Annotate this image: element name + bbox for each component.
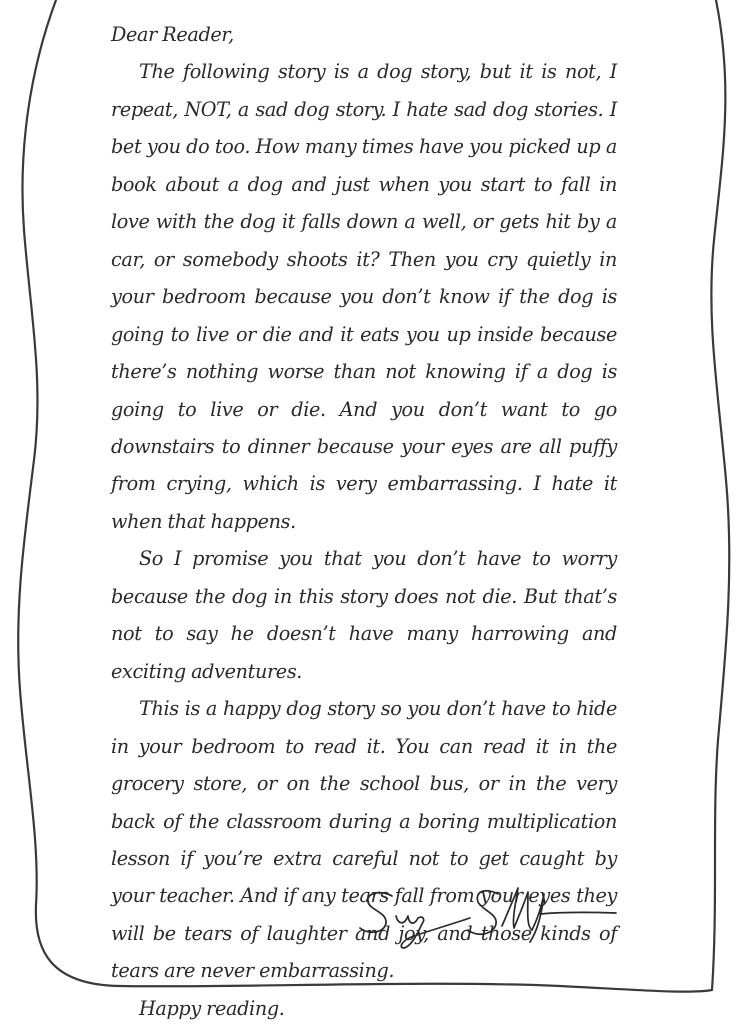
letter-body [111,16,617,1027]
handwritten-signature [352,882,622,954]
paragraph-3: This is a happy dog story so you don’t have to hide in your bedroom to read it. You can read it in the grocery store, or on the school bus, or in the very back of the classroom during a boring multiplication lesson if you’re extra careful not to get caught by your teacher. And if any tears fall from your eyes they will be tears of laughter and joy, and those kinds of tears are never embarrassing. [111,697,617,983]
paragraph-1: The following story is a dog story, but it is not, I repeat, NOT, a sad dog story. I hate sad dog stories. I bet you do too. How many times have you picked up a book about a dog and just when you start to fall in love with the dog it falls down a well, or gets hit by a car, or somebody shoots it? Then you cry quietly in your bedroom because you don’t know if the dog is going to live or die and it eats you up inside because there’s nothing worse than not knowing if a dog is going to live or die. And you don’t want to go downstairs to dinner because your eyes are all puffy from crying, which is very embarrassing. I hate it when that happens. [111,60,617,533]
closing-line: Happy reading. [139,996,285,1020]
paragraph-2: So I promise you that you don’t have to worry because the dog in this story does not die. But that’s not to say he doesn’t have many harrowing and exciting adventures. [111,547,617,683]
salutation: Dear Reader, [111,23,234,46]
